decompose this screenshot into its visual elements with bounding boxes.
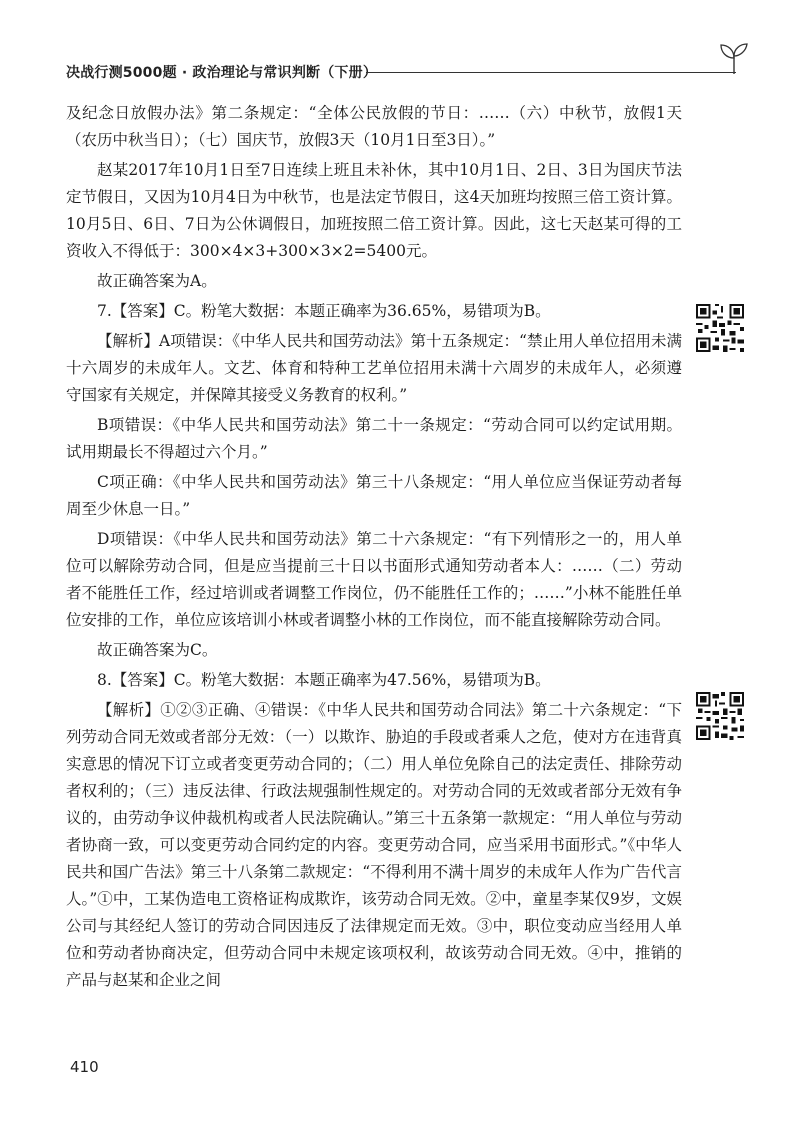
paragraph-q7-analysis-b: B项错误：《中华人民共和国劳动法》第二十一条规定：“劳动合同可以约定试用期。试用期最长不得超过六个月。” bbox=[66, 416, 682, 461]
page-header bbox=[66, 62, 736, 84]
paragraph-answer-7: 故正确答案为C。 bbox=[97, 641, 218, 659]
paragraph-q7-analysis-d: D项错误：《中华人民共和国劳动法》第二十六条规定：“有下列情形之一的，用人单位可以解除劳动合同，但是应当提前三十日以书面形式通知劳动者本人：……（二）劳动者不能胜任工作，经过培训或者调整工作岗位，仍不能胜任工作的；……”小林不能胜任单位安排的工作，单位应该培训小林或者调整小林的工作岗位，而不能直接解除劳动合同。 bbox=[66, 530, 682, 629]
qr-code-icon[interactable] bbox=[694, 302, 746, 354]
running-header-title: 决战行测5000题 · 政治理论与常识判断（下册） bbox=[66, 65, 378, 81]
paragraph-q8-answer: 8.【答案】C。粉笔大数据：本题正确率为47.56%，易错项为B。 bbox=[97, 671, 551, 689]
paragraph-holiday-law: 及纪念日放假办法》第二条规定：“全体公民放假的节日：……（六）中秋节，放假1天（农历中秋当日）；（七）国庆节，放假3天（10月1日至3日）。” bbox=[66, 104, 682, 149]
qr-code-icon[interactable] bbox=[694, 690, 746, 742]
answer-explanation-body bbox=[66, 100, 682, 997]
paragraph-q7-answer: 7.【答案】C。粉笔大数据：本题正确率为36.65%，易错项为B。 bbox=[97, 302, 551, 320]
paragraph-wage-calculation: 赵某2017年10月1日至7日连续上班且未补休，其中10月1日、2日、3日为国庆节法定节假日，又因为10月4日为中秋节，也是法定节假日，这4天加班均按照三倍工资计算。10月5日、6日、7日为公休调假日，加班按照二倍工资计算。因此，这七天赵某可得的工资收入不得低于：300×4×3+300×3×2=5400元。 bbox=[66, 161, 682, 260]
paragraph-q7-analysis-a: 【解析】A项错误：《中华人民共和国劳动法》第十五条规定：“禁止用人单位招用未满十六周岁的未成年人。文艺、体育和特种工艺单位招用未满十六周岁的未成年人，必须遵守国家有关规定，并保障其接受义务教育的权利。” bbox=[66, 332, 682, 404]
paragraph-q8-analysis: 【解析】①②③正确、④错误：《中华人民共和国劳动合同法》第二十六条规定：“下列劳动合同无效或者部分无效：（一）以欺诈、胁迫的手段或者乘人之危，使对方在违背真实意思的情况下订立或者变更劳动合同的；（二）用人单位免除自己的法定责任、排除劳动者权利的；（三）违反法律、行政法规强制性规定的。对劳动合同的无效或者部分无效有争议的，由劳动争议仲裁机构或者人民法院确认。”第三十五条第一款规定：“用人单位与劳动者协商一致，可以变更劳动合同约定的内容。变更劳动合同，应当采用书面形式。”《中华人民共和国广告法》第三十八条第二款规定：“不得利用不满十周岁的未成年人作为广告代言人。”①中，工某伪造电工资格证构成欺诈，该劳动合同无效。②中，童星李某仅9岁，文娱公司与其经纪人签订的劳动合同因违反了法律规定而无效。③中，职位变动应当经用人单位和劳动者协商决定，但劳动合同中未规定该项权利，故该劳动合同无效。④中，推销的产品与赵某和企业之间 bbox=[66, 701, 682, 989]
paragraph-answer-6: 故正确答案为A。 bbox=[97, 272, 217, 290]
paragraph-q7-analysis-c: C项正确：《中华人民共和国劳动法》第三十八条规定：“用人单位应当保证劳动者每周至少休息一日。” bbox=[66, 473, 682, 518]
header-rule bbox=[366, 72, 736, 73]
leaf-sprout-icon bbox=[716, 40, 752, 76]
page-number: 410 bbox=[70, 1058, 99, 1076]
